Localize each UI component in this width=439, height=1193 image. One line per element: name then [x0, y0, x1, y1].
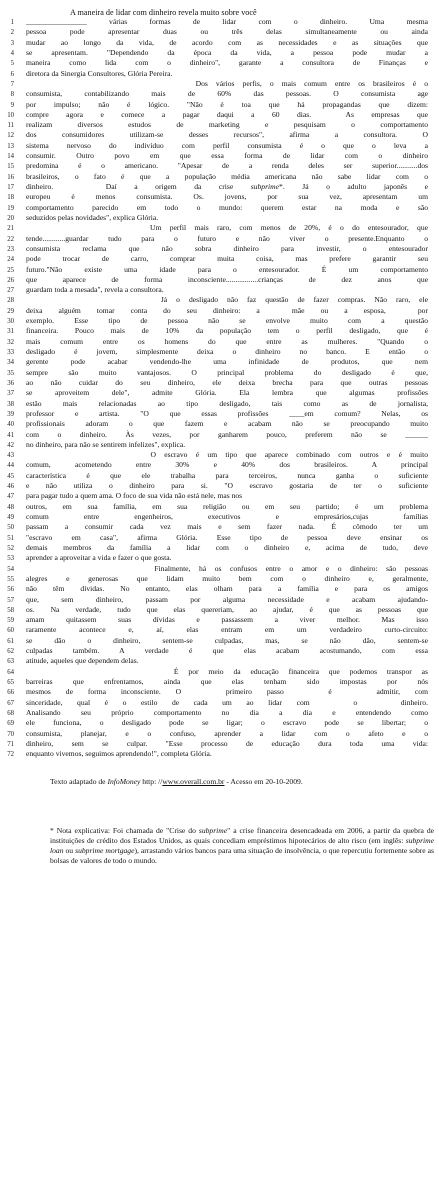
line-number: 19: [7, 204, 14, 212]
line-text: enquanto vivemos, seguimos aprendendo!", completa Glória.: [26, 749, 212, 759]
text-line: [0, 27, 439, 37]
line-text: não têm dívidas. No entanto, elas olham para a família e para os amigos: [26, 584, 428, 594]
text-line: [0, 378, 439, 388]
line-text: comum, acometendo entre 30% e 40% dos brasileiros. A principal: [26, 460, 428, 470]
line-text: com o dinheiro. Às vezes, por ganharem pouco, preferem não se ______: [26, 429, 428, 439]
line-number: 34: [7, 359, 14, 367]
text-line: [0, 69, 439, 79]
line-number: 70: [7, 730, 14, 738]
text-line: [0, 130, 439, 140]
text-line: [0, 120, 439, 130]
line-text: Um perfil mais raro, com menos de 20%, é o do entesourador, que: [26, 223, 428, 233]
text-line: [0, 698, 439, 708]
line-text: brasileiros, o fato é que a população média americana não sabe lidar com o: [26, 171, 428, 181]
text-line: [0, 512, 439, 522]
line-number: 17: [7, 184, 14, 191]
text-line: [0, 38, 439, 48]
line-text: demais membros da família a lidar com o dinheiro e, acima de tudo, deve: [26, 542, 428, 552]
line-number: 72: [7, 751, 14, 759]
line-text: dinheiro. Daí a origem da crise subprime*. Já o adulto japonês e: [26, 182, 428, 191]
text-line: [0, 182, 439, 192]
line-text: mesmos de forma inconsciente. O primeiro passo é admitir, com: [26, 687, 428, 697]
source-citation: [50, 777, 420, 787]
line-text: comum entre engenheiros, executivos e empresários,cujas famílias: [26, 512, 428, 521]
term-subprime: subprime: [250, 182, 280, 191]
text-line: [0, 749, 439, 759]
line-text: sinceridade, qual é o estilo de cada um ao lidar com o dinheiro.: [26, 697, 428, 707]
text-line: [0, 450, 439, 460]
line-text: estão mais relacionadas ao tipo desligado, tais como as de jornalista,: [26, 398, 428, 408]
line-number: 1: [10, 19, 14, 26]
line-number: 10: [7, 111, 14, 119]
line-text: mais comum entre os homens do que entre as mulheres. "Quando o: [26, 336, 428, 346]
line-number: 51: [7, 534, 14, 542]
line-number: 39: [7, 410, 14, 418]
line-text: os. Na verdade, tudo que elas quereriam, ao ajudar, é que as pessoas que: [26, 604, 428, 614]
text-line: [0, 667, 439, 677]
line-text: se apresentam. "Dependendo da época da vida, a pessoa pode mudar a: [26, 47, 428, 57]
text-line: [0, 564, 439, 574]
line-number: 31: [7, 328, 14, 336]
line-number: 13: [7, 142, 14, 150]
line-text: por impulso; não é lógico. "Não é toa que há propagandas que dizem:: [26, 99, 428, 109]
note-term-subprime: subprime: [198, 826, 228, 835]
line-text: dos consumidores utilizam-se desses recursos", afirma a consultora. O: [26, 130, 428, 140]
line-number: 21: [7, 225, 14, 233]
line-number: 59: [7, 617, 14, 625]
line-number: 40: [7, 421, 14, 429]
text-line: [0, 110, 439, 120]
text-line: [0, 708, 439, 718]
text-line: [0, 491, 439, 501]
line-number: 23: [7, 245, 14, 253]
text-line: [0, 430, 439, 440]
intro-sentence: A maneira de lidar com dinheiro revela muito sobre você: [70, 8, 257, 17]
line-number: 46: [7, 483, 14, 491]
line-text: tende............guardar tudo para o futuro e não viver o presente.Enquanto o: [26, 233, 428, 243]
text-line: [0, 460, 439, 470]
text-line: [0, 306, 439, 316]
source-publication: InfoMoney: [107, 777, 141, 786]
source-mid: http: //: [140, 777, 163, 786]
source-suffix: - Acesso em 20-10-2009.: [224, 777, 303, 786]
line-number: 48: [7, 503, 14, 511]
line-text: exemplo. Esse tipo de pessoa não se envolve muito com a questão: [26, 316, 428, 326]
line-text: pode trocar de carro, comprar muita coisa, mas prefere garantir seu: [26, 254, 428, 264]
line-text: mudar ao longo da vida, de acordo com as necessidades e as situações que: [26, 37, 428, 47]
line-number: 25: [7, 266, 14, 274]
line-number: 67: [7, 699, 14, 707]
note-term-subprime-loan: subprime loan: [50, 836, 434, 855]
line-text: Já o desligado não faz questão de fazer compras. Não raro, ele: [26, 295, 428, 305]
line-text: consumista reclama que não sobra dinheiro para investir, o entesourador: [26, 243, 428, 253]
line-number: 35: [7, 369, 14, 377]
line-text: professor e artista. "O que essas profissões ____em comum? Nelas, os: [26, 408, 428, 418]
text-line: [0, 646, 439, 656]
line-number: 43: [7, 452, 14, 460]
text-line: [0, 584, 439, 594]
line-text: Finalmente, há os confusos entre o amor e o dinheiro: são pessoas: [26, 563, 428, 573]
line-text: sempre são muito vantajosos. O principal problema do desligado é que,: [26, 367, 428, 377]
line-number: 24: [7, 256, 14, 264]
line-number: 41: [7, 431, 14, 439]
text-line: [0, 58, 439, 68]
line-text: ao não cuidar do seu dinheiro, ele deixa brecha para que outras pessoas: [26, 377, 428, 387]
line-number: 37: [7, 390, 14, 398]
text-line: [0, 409, 439, 419]
line-text: financeira. Pouco mais de 10% da população tem o perfil desligado, que é: [26, 326, 428, 336]
line-text: consumista, planejar, e o confuso, aprender a lidar com o afeto e o: [26, 728, 428, 738]
line-number: 38: [7, 400, 14, 408]
text-line: [0, 265, 439, 275]
line-number: 2: [10, 29, 14, 37]
text-line: [0, 481, 439, 491]
line-number: 7: [10, 80, 14, 88]
text-line: [0, 100, 439, 110]
line-text: passam a consumir cada vez mais e sem fazer nada. É cômodo ter um: [26, 522, 428, 532]
line-text: maneira como lida com o dinheiro", garante a consultora de Finanças e: [26, 58, 428, 68]
line-number: 63: [7, 658, 14, 666]
line-number: 55: [7, 575, 14, 583]
line-text: Analisando seu próprio comportamento no dia a dia e entendendo como: [26, 707, 428, 717]
line-text: que aparece de forma inconsciente.................crianças de dez anos que: [26, 274, 428, 284]
note-text-1: * Nota explicativa: Foi chamada de "Crise do: [50, 826, 199, 835]
line-number: 68: [7, 709, 14, 717]
line-text: deixa alguém tomar conta do seu dinheiro: a mãe ou a esposa, por: [26, 305, 428, 315]
line-number: 69: [7, 720, 14, 728]
line-text: que, sem dinheiro, passam por alguma necessidade e acabam ajudando-: [26, 594, 428, 604]
line-number: 57: [7, 596, 14, 604]
line-text: realizam diversos estudos de marketing e pesquisam o comportamento: [26, 120, 428, 130]
text-line: [0, 625, 439, 635]
text-line: [0, 213, 439, 223]
line-text: consumista, contabilizando mais de 60% das pessoas. O consumista age: [26, 89, 428, 99]
line-text: outros, em sua família, em sua religião ou em seu partido; é um problema: [26, 501, 428, 511]
line-number: 26: [7, 276, 14, 284]
text-line: [0, 285, 439, 295]
line-number: 30: [7, 318, 14, 326]
line-text: diretora da Sinergia Consultores, Glória Pereira.: [26, 68, 173, 78]
text-line: [0, 254, 439, 264]
text-line: [0, 729, 439, 739]
note-text-3: ou: [63, 846, 76, 855]
line-number: 29: [7, 307, 14, 315]
line-number: 3: [10, 39, 14, 47]
line-text: e não utiliza o dinheiro para si. "O escravo gostaria de ter o suficiente: [26, 481, 428, 491]
text-line: [0, 502, 439, 512]
text-line: [0, 636, 439, 646]
text-line: [0, 48, 439, 58]
line-text: atitude, aqueles que dependem delas.: [26, 656, 139, 666]
line-number: 32: [7, 338, 14, 346]
line-number: 60: [7, 627, 14, 635]
line-number: 52: [7, 544, 14, 552]
text-line: [0, 79, 439, 89]
line-text: se aproveitem dele", admite Glória. Ela lembra que algumas profissões: [26, 388, 428, 398]
line-text: comportamento parecido em todo o mundo: querem estar na moda e são: [26, 202, 428, 212]
line-text: pessoa pode apresentar duas ou três delas simultaneamente ou ainda: [26, 27, 428, 37]
line-number: 12: [7, 132, 14, 140]
line-number: 36: [7, 379, 14, 387]
line-number: 44: [7, 462, 14, 470]
line-number: 64: [7, 668, 14, 676]
text-line: [0, 89, 439, 99]
line-number: 4: [10, 49, 14, 57]
line-text: guardam toda a mesada", revela a consultora.: [26, 285, 164, 295]
line-number: 5: [10, 60, 14, 68]
line-number: 33: [7, 349, 14, 356]
text-line: [0, 471, 439, 481]
text-line: [0, 295, 439, 305]
line-text: raramente acontece e, aí, elas entram em um verdadeiro curto-circuito:: [26, 625, 428, 635]
text-line: [0, 419, 439, 429]
line-text: barreiras que enfrentamos, ainda que elas tenham sido impostas por nós: [26, 677, 428, 686]
text-line: [0, 316, 439, 326]
line-number: 15: [7, 163, 14, 171]
line-text: "escravo em casa", afirma Glória. Esse tipo de pessoa deve ensinar os: [26, 532, 428, 542]
text-line: [0, 172, 439, 182]
line-number: 45: [7, 472, 14, 480]
line-number: 8: [10, 91, 14, 99]
line-text: característica é que ele trabalha para terceiros, nunca ganha o suficiente: [26, 470, 428, 480]
line-text: compre agora e comece a pagar daqui a 60 dias. As empresas que: [26, 109, 428, 119]
text-line: [0, 234, 439, 244]
text-line: [0, 399, 439, 409]
text-line: [0, 192, 439, 202]
numbered-text-body: [0, 17, 439, 760]
explanatory-note: [50, 826, 434, 866]
text-line: [0, 677, 439, 687]
line-text: dinheiro, sem se culpar. "Esse processo de educação dura toda uma vida:: [26, 738, 428, 748]
text-line: [0, 543, 439, 553]
line-number: 22: [7, 235, 14, 243]
text-line: [0, 337, 439, 347]
line-text: no dinheiro, para não se sentirem infelizes", explica.: [26, 439, 186, 449]
text-line: [0, 440, 439, 450]
line-number: 65: [7, 679, 14, 686]
line-text: O escravo é um tipo que aparece combinado com outros e é muito: [26, 450, 428, 460]
text-line: [0, 687, 439, 697]
text-line: [0, 615, 439, 625]
line-text: ele funciona, o desligado pode se ligar; o escravo pode se libertar; o: [26, 718, 428, 728]
line-text: futuro."Não existe uma idade para o entesourador. É um comportamento: [26, 264, 428, 274]
line-number: 61: [7, 637, 14, 645]
text-line: [0, 368, 439, 378]
line-text: europeu é menos consumista. Os. jovens, por sua vez, apresentam um: [26, 192, 428, 202]
source-link[interactable]: www.overall.com.br: [162, 777, 225, 786]
line-number: 14: [7, 153, 14, 161]
line-text: gerente pode acabar vendendo-lhe uma infinidade de produtos, que nem: [26, 357, 428, 367]
line-number: 27: [7, 287, 14, 295]
note-term-subprime-mortgage: subprime mortgage: [75, 846, 135, 855]
line-number: 71: [7, 740, 14, 748]
line-number: 16: [7, 173, 14, 181]
line-text: ________________ várias formas de lidar com o dinheiro. Uma mesma: [26, 17, 428, 26]
source-prefix: Texto adaptado de: [50, 777, 108, 786]
line-number: 54: [7, 565, 14, 573]
line-number: 50: [7, 524, 14, 532]
text-line: [0, 574, 439, 584]
text-line: [0, 347, 439, 357]
line-text: aprender a aproveitar a vida e fazer o que gosta.: [26, 553, 172, 563]
text-line: [0, 739, 439, 749]
line-number: 42: [7, 441, 14, 449]
line-text: desligado é jovem, simplesmente deixa o dinheiro no banco. E então o: [26, 347, 428, 356]
note-text-2: " a crise financeira desencadeada em 2006, a partir da quebra de instituições de crédito dos Estados Unidos, as quais concediam empréstimos hipotecários de alto risco (em inglês:: [50, 826, 435, 845]
text-line: [0, 656, 439, 666]
line-text: se dão o dinheiro, sentem-se culpadas, mas, se não dão, sentem-se: [26, 635, 428, 645]
note-text-4: ), arrastando vários bancos para uma situação de insolvência, o que repercutiu fortemente sobre as bolsas de valores de todo o mundo.: [50, 846, 434, 865]
text-line: [0, 141, 439, 151]
text-line: [0, 605, 439, 615]
line-text: profissionais adoram o que fazem e acabam não se preocupando muito: [26, 419, 428, 429]
text-line: [0, 533, 439, 543]
line-number: 28: [7, 297, 14, 305]
line-text: para pagar tudo a quem ama. O foco de sua vida não está nele, mas nos: [26, 491, 243, 501]
text-line: [0, 17, 439, 27]
text-line: [0, 275, 439, 285]
line-text: Dos vários perfis, o mais comum entre os brasileiros é o: [26, 78, 428, 88]
line-text: amam quitassem suas dívidas e passassem a viver melhor. Mas isso: [26, 615, 428, 625]
text-line: [0, 553, 439, 563]
line-text: sistema nervoso do indivíduo com perfil consumista é o que o leva a: [26, 140, 428, 150]
text-line: [0, 522, 439, 532]
line-number: 9: [10, 101, 14, 109]
line-number: 56: [7, 586, 14, 594]
line-text: alegres e generosas que lidam muito bem com o dinheiro e, geralmente,: [26, 573, 428, 583]
line-number: 49: [7, 514, 14, 521]
line-text: consumir. Outro povo em que essa forma de lidar com o dinheiro: [26, 151, 428, 161]
text-line: [0, 388, 439, 398]
text-line: [0, 151, 439, 161]
line-number: 47: [7, 493, 14, 501]
line-number: 6: [10, 70, 14, 78]
line-number: 62: [7, 648, 14, 656]
text-line: [0, 244, 439, 254]
text-line: [0, 595, 439, 605]
line-number: 18: [7, 194, 14, 202]
line-number: 20: [7, 214, 14, 222]
text-line: [0, 161, 439, 171]
text-line: [0, 326, 439, 336]
line-text: predomina é o americano. "Apesar de a renda deles ser superior...........dos: [26, 161, 428, 171]
line-text: É por meio da educação financeira que podemos transpor as: [26, 666, 428, 676]
text-line: [0, 357, 439, 367]
text-line: [0, 718, 439, 728]
line-number: 66: [7, 689, 14, 697]
text-line: [0, 203, 439, 213]
text-line: [0, 223, 439, 233]
line-number: 53: [7, 555, 14, 563]
line-text: seduzidos pelas novidades", explica Glória.: [26, 212, 159, 222]
line-number: 58: [7, 606, 14, 614]
line-number: 11: [7, 122, 14, 130]
line-text: culpadas também. A verdade é que elas acabam acostumando, com essa: [26, 646, 428, 656]
